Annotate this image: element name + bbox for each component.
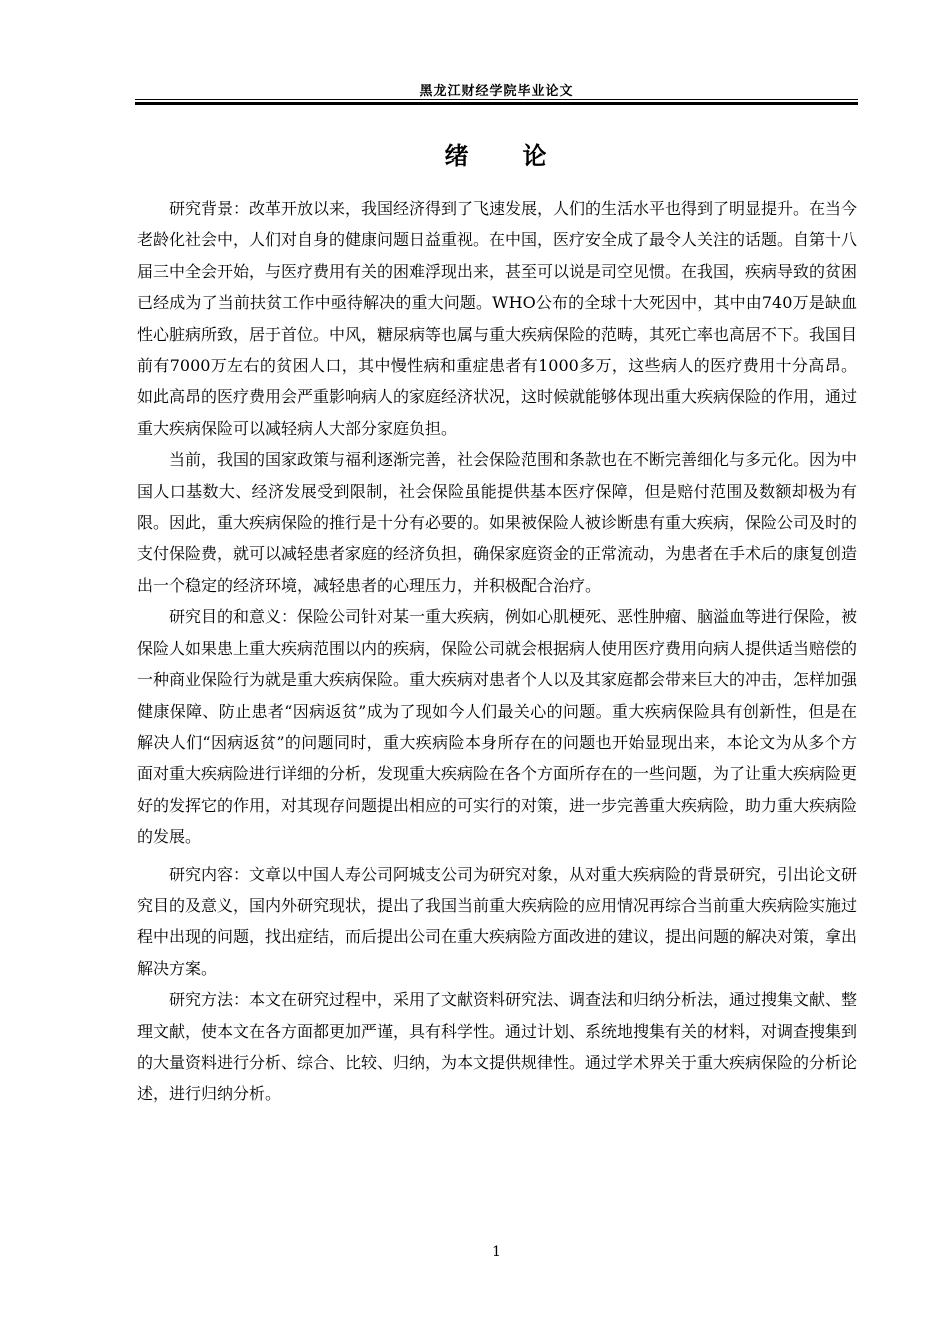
paragraph-background: 研究背景：改革开放以来，我国经济得到了飞速发展，人们的生活水平也得到了明显提升。在当今老龄化社会中，人们对自身的健康问题日益重视。在中国，医疗安全成了最令人关注的话题。自第十八届三中全会开始，与医疗费用有关的困难浮现出来，甚至可以说是司空见惯。在我国，疾病导致的贫困已经成为了当前扶贫工作中亟待解决的重大问题。WHO公布的全球十大死因中，其中由740万是缺血性心脏病所致，居于首位。中风，糖尿病等也属与重大疾病保险的范畴，其死亡率也高居不下。我国目前有7000万左右的贫困人口，其中慢性病和重症患者有1000多万，这些病人的医疗费用十分高昂。如此高昂的医疗费用会严重影响病人的家庭经济状况，这时候就能够体现出重大疾病保险的作用，通过重大疾病保险可以减轻病人大部分家庭负担。 (137, 199, 858, 438)
paragraph-content: 研究内容：文章以中国人寿公司阿城支公司为研究对象，从对重大疾病险的背景研究，引出论文研究目的及意义，国内外研究现状，提出了我国当前重大疾病险的应用情况再综合当前重大疾病险实施过程中出现的问题，找出症结，而后提出公司在重大疾病险方面改进的建议，提出问题的解决对策，拿出解决方案。 (137, 864, 858, 978)
paragraph-method: 研究方法：本文在研究过程中，采用了文献资料研究法、调查法和归纳分析法，通过搜集文献、整理文献，使本文在各方面都更加严谨，具有科学性。通过计划、系统地搜集有关的材料，对调查搜集到的大量资料进行分析、综合、比较、归纳，为本文提供规律性。通过学术界关于重大疾病保险的分析论述，进行归纳分析。 (137, 990, 858, 1104)
paragraph-current-policy: 当前，我国的国家政策与福利逐渐完善，社会保险范围和条款也在不断完善细化与多元化。因为中国人口基数大、经济发展受到限制，社会保险虽能提供基本医疗保障，但是赔付范围及数额却极为有限。因此，重大疾病保险的推行是十分有必要的。如果被保险人被诊断患有重大疾病，保险公司及时的支付保险费，就可以减轻患者家庭的经济负担，确保家庭资金的正常流动，为患者在手术后的康复创造出一个稳定的经济环境，减轻患者的心理压力，并积极配合治疗。 (137, 450, 858, 595)
header-rule-thin (135, 99, 858, 100)
paragraph-purpose: 研究目的和意义：保险公司针对某一重大疾病，例如心肌梗死、恶性肿瘤、脑溢血等进行保险，被保险人如果患上重大疾病范围以内的疾病，保险公司就会根据病人使用医疗费用向病人提供适当赔偿的一种商业保险行为就是重大疾病保险。重大疾病对患者个人以及其家庭都会带来巨大的冲击，怎样加强健康保障、防止患者“因病返贫”成为了现如今人们最关心的问题。重大疾病保险具有创新性，但是在解决人们“因病返贫”的问题同时，重大疾病险本身所存在的问题也开始显现出来，本论文为从多个方面对重大疾病险进行详细的分析，发现重大疾病险在各个方面所存在的一些问题，为了让重大疾病险更好的发挥它的作用，对其现存问题提出相应的可实行的对策，进一步完善重大疾病险，助力重大疾病险的发展。 (137, 607, 858, 847)
body-text (137, 193, 857, 1110)
header-rule-thick (135, 102, 858, 105)
running-header: 黑龙江财经学院毕业论文 (419, 84, 574, 99)
page-number: 1 (492, 1244, 501, 1260)
chapter-title: 绪 论 (444, 142, 549, 170)
